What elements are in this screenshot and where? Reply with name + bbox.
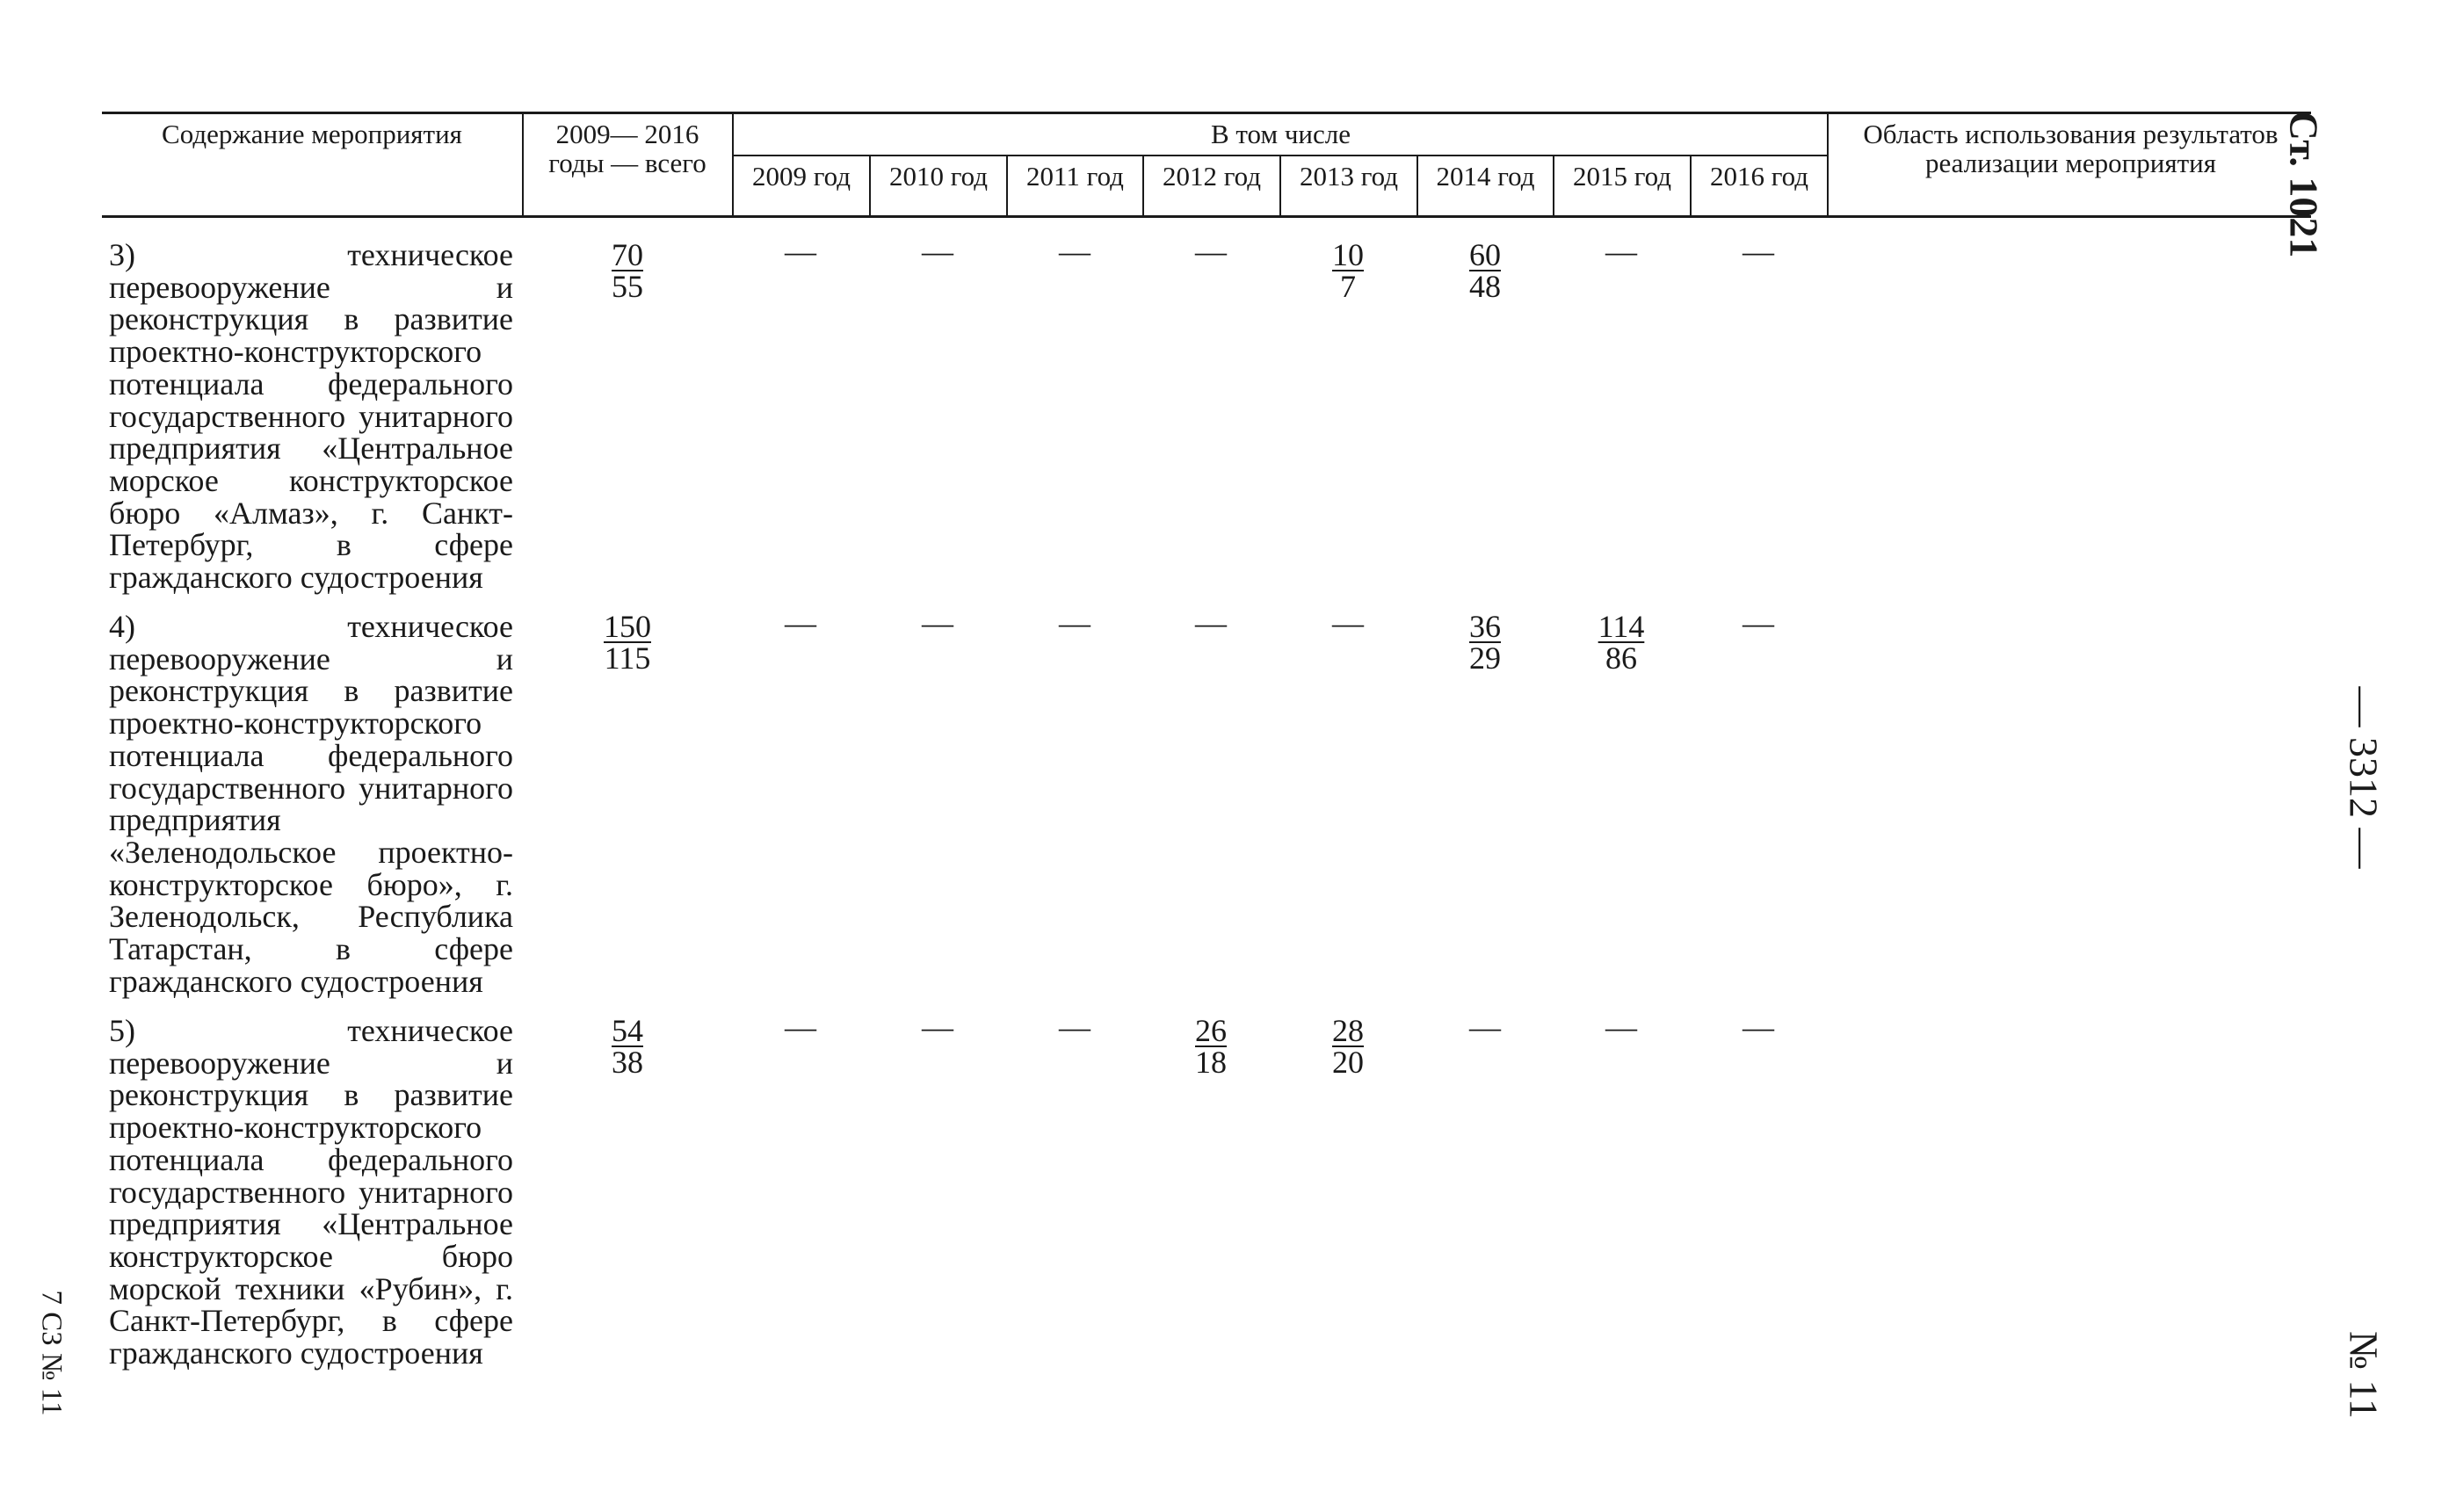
value-denominator: 18 [1195, 1045, 1227, 1080]
value-numerator: 10 [1332, 237, 1364, 272]
empty-value-dash: — [1332, 605, 1364, 640]
empty-value-dash: — [1195, 234, 1227, 269]
header-year: 2011 год [1026, 161, 1124, 192]
value-fraction [1295, 1015, 1401, 1078]
activity-description: 5) техническое перевооружение и реконструкция в развитие проектно-конструкторского потенциала федерального государственного унитарного предприятия «Центральное конструкторское бюро морской техники «Рубин», г. Санкт-Петербург, в сфере гражданского судостроения [109, 1013, 513, 1371]
empty-value-dash: — [1469, 1009, 1501, 1045]
value-fraction [575, 611, 680, 674]
empty-value-dash: — [1743, 1009, 1774, 1045]
value-fraction [1569, 611, 1674, 674]
issue-number: № 11 [2341, 1331, 2387, 1419]
value-numerator: 28 [1332, 1013, 1364, 1048]
header-area: Область использования результатов реализации мероприятия [1863, 119, 2279, 178]
header-year: 2010 год [888, 161, 989, 192]
empty-value-dash: — [1605, 1009, 1637, 1045]
value-denominator: 38 [612, 1045, 643, 1080]
value-numerator: 36 [1469, 609, 1501, 644]
value-fraction [1432, 239, 1538, 302]
value-fraction [1432, 611, 1538, 674]
empty-value-dash: — [1059, 234, 1090, 269]
value-numerator: 114 [1598, 609, 1645, 644]
value-fraction [575, 1015, 680, 1078]
empty-value-dash: — [785, 234, 816, 269]
header-year: 2016 год [1709, 161, 1809, 192]
header-total [525, 119, 730, 177]
signature-mark: 7 СЗ № 11 [35, 1290, 68, 1416]
value-numerator: 150 [604, 609, 651, 644]
empty-value-dash: — [922, 234, 953, 269]
value-fraction [1158, 1015, 1264, 1078]
header-total-label: 2009— 2016 годы — всего [548, 119, 706, 178]
header-year: 2013 год [1299, 161, 1399, 192]
value-numerator: 26 [1195, 1013, 1227, 1048]
header-year: 2014 год [1436, 161, 1535, 192]
empty-value-dash: — [785, 1009, 816, 1045]
empty-value-dash: — [922, 1009, 953, 1045]
value-numerator: 54 [612, 1013, 643, 1048]
value-denominator: 20 [1332, 1045, 1364, 1080]
page-number: — 3312 — [2341, 686, 2387, 869]
value-denominator: 86 [1605, 640, 1637, 676]
value-denominator: 115 [604, 640, 651, 676]
value-denominator: 7 [1340, 269, 1356, 304]
empty-value-dash: — [1743, 234, 1774, 269]
header-content: Содержание мероприятия [162, 119, 462, 149]
empty-value-dash: — [785, 605, 816, 640]
table-header-bottom-rule [102, 215, 2311, 218]
activity-description: 3) техническое перевооружение и реконструкция в развитие проектно-конструкторского потенциала федерального государственного унитарного предприятия «Центральное морское конструкторское бюро «Алмаз», г. Санкт-Петербург, в сфере гражданского судостроения [109, 237, 513, 596]
table-top-rule [102, 112, 2311, 114]
value-denominator: 48 [1469, 269, 1501, 304]
value-numerator: 60 [1469, 237, 1501, 272]
value-fraction [575, 239, 680, 302]
empty-value-dash: — [1743, 605, 1774, 640]
header-divider [522, 112, 524, 216]
header-year: 2015 год [1572, 161, 1672, 192]
empty-value-dash: — [1059, 1009, 1090, 1045]
value-denominator: 29 [1469, 640, 1501, 676]
empty-value-dash: — [1059, 605, 1090, 640]
header-year: 2009 год [751, 161, 851, 192]
activity-description: 4) техническое перевооружение и реконструкция в развитие проектно-конструкторского потенциала федерального государственного унитарного предприятия «Зеленодольское проектно-конструкторское бюро», г. Зеленодольск, Республика Татарстан, в сфере гражданского судостроения [109, 609, 513, 999]
value-numerator: 70 [612, 237, 643, 272]
empty-value-dash: — [922, 605, 953, 640]
empty-value-dash: — [1195, 605, 1227, 640]
value-denominator: 55 [612, 269, 643, 304]
article-number: Ст. 1021 [2281, 111, 2327, 258]
header-year: 2012 год [1162, 161, 1262, 192]
empty-value-dash: — [1605, 234, 1637, 269]
value-fraction [1295, 239, 1401, 302]
header-group: В том числе [1210, 119, 1351, 149]
